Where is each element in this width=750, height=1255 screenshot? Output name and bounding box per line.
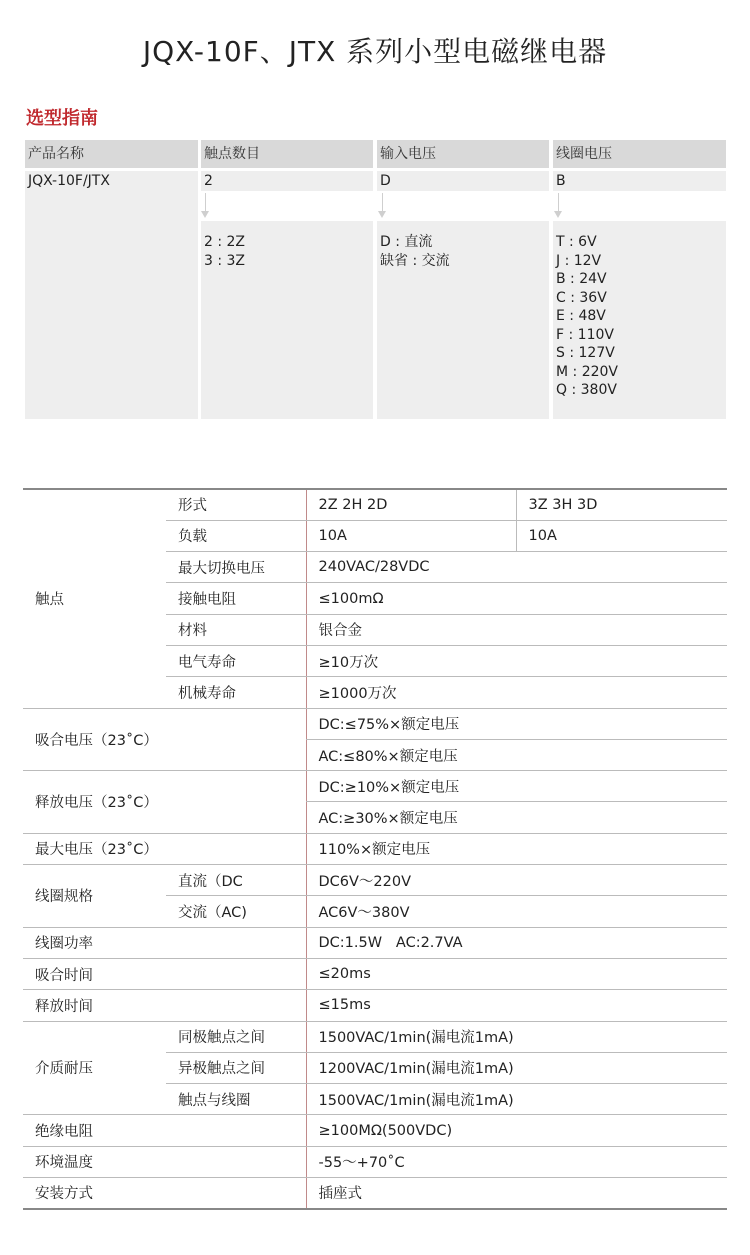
cell-value: 240VAC/28VDC [306,552,727,583]
guide-header-input-voltage: 输入电压 [377,140,549,168]
row-label-max-voltage: 最大电压（23˚C） [23,833,306,864]
guide-option: Q : 380V [556,382,617,398]
table-row [23,833,727,864]
guide-option: J : 12V [556,252,602,269]
cell-value: ≥1000万次 [306,677,727,708]
cell-value: DC:≤75%×额定电压 [306,708,727,739]
row-label-ambient-temp: 环境温度 [23,1146,306,1177]
guide-options-input-voltage [377,221,549,419]
guide-options-coil-voltage [553,221,726,419]
row-label-insulation: 绝缘电阻 [23,1115,306,1146]
cell-value: 10A [516,520,727,551]
cell-value: AC:≤80%×额定电压 [306,739,727,770]
sub-label: 负载 [166,520,306,551]
guide-option: T : 6V [556,234,597,250]
cell-value: AC6V～380V [306,896,727,927]
guide-header-contact-count: 触点数目 [201,140,373,168]
table-row [23,1021,727,1052]
cell-value: 银合金 [306,614,727,645]
sub-label: 机械寿命 [166,677,306,708]
row-label-release-voltage: 释放电压（23˚C） [23,771,306,834]
sub-label: 触点与线圈 [166,1084,306,1115]
table-row [23,865,727,896]
cell-value: 2Z 2H 2D [306,489,516,520]
cell-value: DC:≥10%×额定电压 [306,771,727,802]
sub-label: 电气寿命 [166,645,306,676]
guide-options-contact-count [201,221,373,419]
table-row [23,489,727,520]
row-label-dielectric: 介质耐压 [23,1021,166,1115]
sub-label: 直流（DC [166,865,306,896]
page-title: JQX-10F、JTX 系列小型电磁继电器 [142,35,608,68]
cell-value: ≥100MΩ(500VDC) [306,1115,727,1146]
table-row [23,990,727,1021]
guide-product-background [25,171,198,419]
down-arrow-icon [378,193,388,220]
sub-label: 形式 [166,489,306,520]
cell-value: DC:1.5W AC:2.7VA [306,927,727,958]
row-label-release-time: 释放时间 [23,990,306,1021]
sub-label: 接触电阻 [166,583,306,614]
cell-value: AC:≥30%×额定电压 [306,802,727,833]
cell-value: 3Z 3H 3D [516,489,727,520]
row-label-coil-power: 线圈功率 [23,927,306,958]
cell-value: ≤100mΩ [306,583,727,614]
guide-value-input-voltage: D [377,171,549,191]
table-row [23,708,727,739]
down-arrow-icon [554,193,564,220]
cell-value: ≥10万次 [306,645,727,676]
cell-value: 1500VAC/1min(漏电流1mA) [306,1021,727,1052]
guide-header-product-name: 产品名称 [25,140,198,168]
table-row [23,927,727,958]
cell-value: ≤20ms [306,958,727,989]
guide-option: C : 36V [556,289,607,306]
cell-value: -55～+70˚C [306,1146,727,1177]
cell-value: 插座式 [306,1178,727,1209]
sub-label: 异极触点之间 [166,1052,306,1083]
spec-table [23,488,727,1210]
guide-value-product-name: JQX-10F/JTX [28,173,110,189]
guide-option: 2 : 2Z [204,234,246,250]
sub-label: 交流（AC) [166,896,306,927]
sub-label: 同极触点之间 [166,1021,306,1052]
cell-value: 1500VAC/1min(漏电流1mA) [306,1084,727,1115]
guide-option: S : 127V [556,345,615,361]
table-row [23,1115,727,1146]
cell-value: 110%×额定电压 [306,833,727,864]
cell-value: 1200VAC/1min(漏电流1mA) [306,1052,727,1083]
guide-option: 缺省 : 交流 [380,252,450,269]
sub-label: 材料 [166,614,306,645]
selection-guide-heading: 选型指南 [26,108,98,129]
guide-option: 3 : 3Z [204,252,246,269]
table-row [23,1178,727,1209]
row-label-pickup-time: 吸合时间 [23,958,306,989]
down-arrow-icon [201,193,211,220]
guide-option: B : 24V [556,271,607,287]
guide-option: M : 220V [556,363,618,380]
guide-value-contact-count: 2 [201,171,373,191]
cell-value: ≤15ms [306,990,727,1021]
cell-value: DC6V～220V [306,865,727,896]
guide-option: D : 直流 [380,234,433,250]
table-row [23,958,727,989]
row-label-coil-spec: 线圈规格 [23,865,166,928]
cell-value: 10A [306,520,516,551]
guide-header-coil-voltage: 线圈电压 [553,140,726,168]
row-label-pickup-voltage: 吸合电压（23˚C） [23,708,306,771]
guide-value-coil-voltage: B [553,171,726,191]
row-label-contact: 触点 [23,489,166,708]
table-row [23,1146,727,1177]
guide-option: F : 110V [556,326,614,343]
guide-option: E : 48V [556,308,606,324]
sub-label: 最大切换电压 [166,552,306,583]
row-label-mounting: 安装方式 [23,1178,306,1209]
table-row [23,771,727,802]
